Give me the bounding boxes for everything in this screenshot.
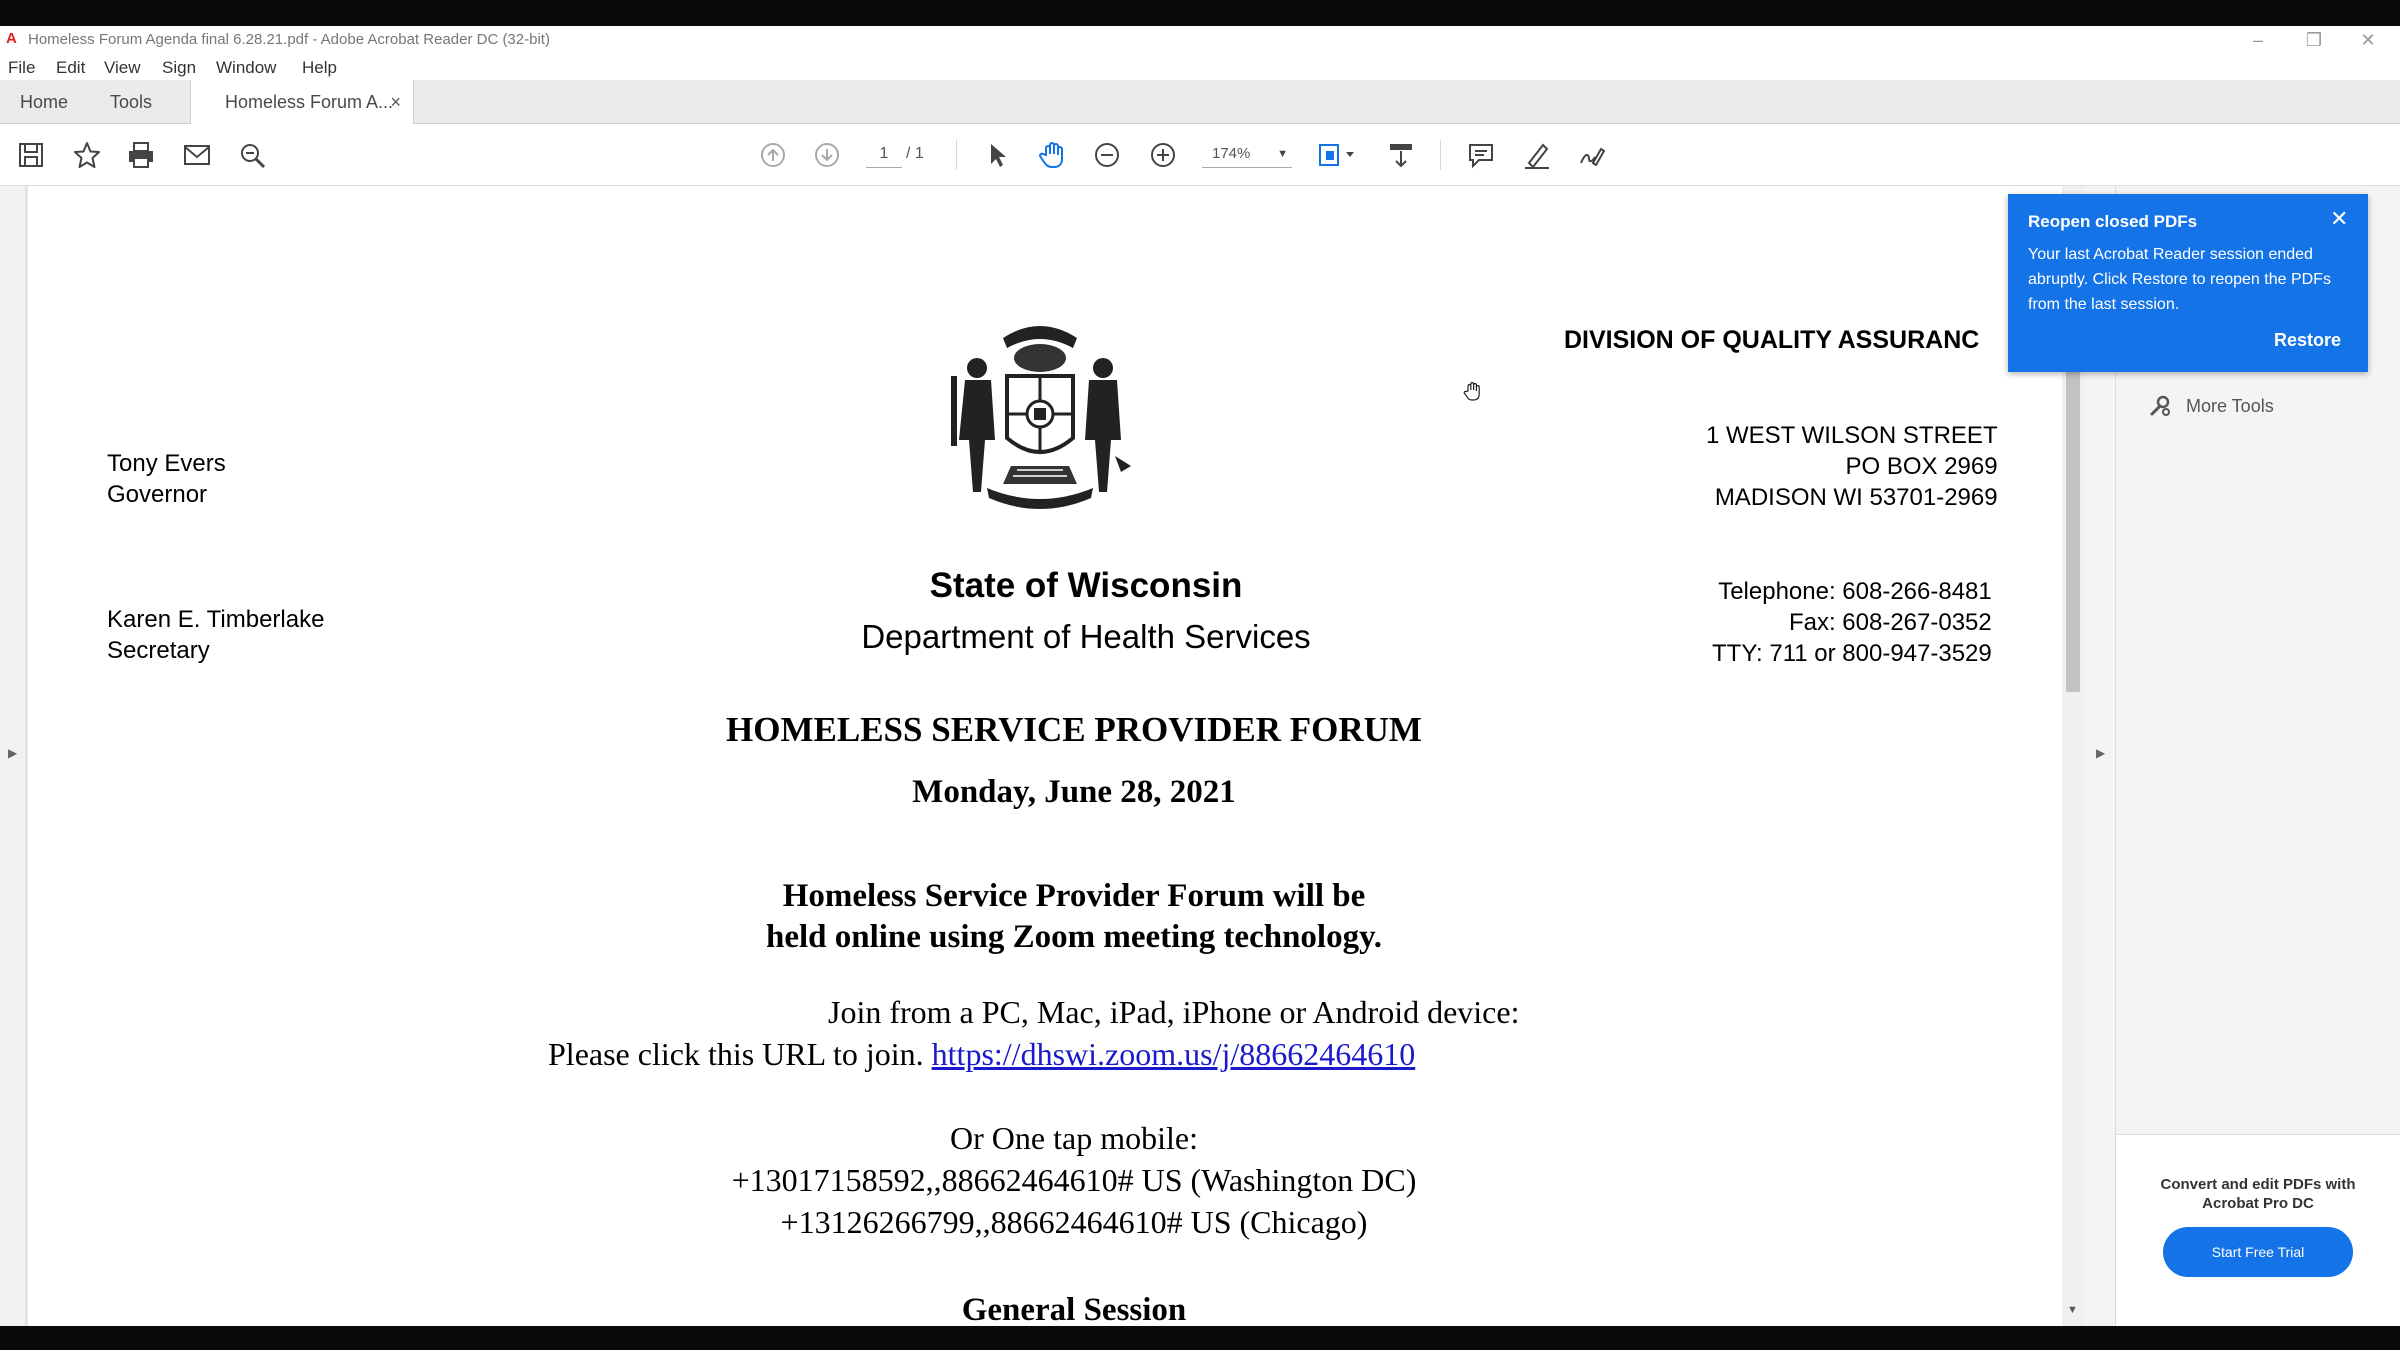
forum-title: HOMELESS SERVICE PROVIDER FORUM <box>726 710 1422 749</box>
department-address <box>1706 420 1998 513</box>
promo-panel <box>2116 1134 2400 1326</box>
telephone: Telephone: 608-266-8481 <box>1718 578 1992 605</box>
zoom-level-value: 174% <box>1212 145 1251 162</box>
page-number-input[interactable]: 1 <box>866 140 902 168</box>
menu-bar <box>0 56 2400 80</box>
tab-document[interactable] <box>190 80 414 125</box>
phone-washington: +13017158592,,88662464610# US (Washington DC) <box>731 1162 1417 1198</box>
fill-sign-icon[interactable] <box>1574 139 1608 171</box>
menu-sign[interactable]: Sign <box>162 58 197 77</box>
tab-tools[interactable]: Tools <box>110 92 153 112</box>
pdf-page <box>28 186 2062 1326</box>
toolbar-divider <box>956 140 957 170</box>
chevron-down-icon: ▼ <box>1277 148 1288 160</box>
next-page-icon[interactable] <box>810 139 844 171</box>
page-total: / 1 <box>906 145 924 162</box>
expand-left-panel-icon[interactable]: ▶ <box>8 746 18 760</box>
email-icon[interactable] <box>180 139 214 171</box>
online-notice-line1: Homeless Service Provider Forum will be <box>782 878 1366 914</box>
document-area <box>0 186 2060 1326</box>
address-street: 1 WEST WILSON STREET <box>1706 422 1998 449</box>
contact-block <box>1712 576 1992 669</box>
state-title: State of Wisconsin <box>929 566 1243 605</box>
join-devices: Join from a PC, Mac, iPad, iPhone or Android device: <box>828 994 1520 1030</box>
zoom-level-dropdown[interactable] <box>1202 140 1292 168</box>
menu-file[interactable]: File <box>8 58 36 77</box>
title-bar <box>0 26 2400 56</box>
search-zoom-icon[interactable] <box>236 139 270 171</box>
menu-window[interactable]: Window <box>216 58 277 77</box>
online-notice-line2: held online using Zoom meeting technology. <box>765 919 1383 955</box>
close-window-button[interactable]: ✕ <box>2360 30 2376 50</box>
menu-view[interactable]: View <box>104 58 141 77</box>
zoom-meeting-link[interactable]: https://dhswi.zoom.us/j/88662464610 <box>931 1036 1416 1072</box>
secretary-name: Karen E. Timberlake <box>107 606 325 633</box>
bookmark-star-icon[interactable] <box>70 139 104 171</box>
governor-block <box>107 448 226 510</box>
governor-title: Governor <box>107 481 208 508</box>
forum-date: Monday, June 28, 2021 <box>912 774 1236 810</box>
scroll-down-icon[interactable]: ▼ <box>2067 1304 2078 1316</box>
tab-bar <box>0 80 2400 124</box>
zoom-in-icon[interactable] <box>1146 139 1180 171</box>
toolbar-divider <box>1440 140 1441 170</box>
scrolling-mode-icon[interactable] <box>1384 139 1418 171</box>
address-po-box: PO BOX 2969 <box>1845 453 1998 480</box>
popup-message: Your last Acrobat Reader session ended abruptly. Click Restore to reopen the PDFs from the last session. <box>2028 246 2331 313</box>
comment-icon[interactable] <box>1464 139 1498 171</box>
fax: Fax: 608-267-0352 <box>1788 609 1992 636</box>
save-icon[interactable] <box>14 139 48 171</box>
minimize-button[interactable]: – <box>2252 30 2263 50</box>
popup-title: Reopen closed PDFs <box>2028 212 2198 231</box>
wrench-icon <box>2148 394 2172 418</box>
restore-button[interactable]: ❐ <box>2305 30 2323 50</box>
acrobat-app-icon: A <box>6 30 17 47</box>
general-session-heading: General Session <box>961 1292 1187 1326</box>
close-icon[interactable]: ✕ <box>2330 206 2349 231</box>
screen-bottom-border <box>0 1326 2400 1350</box>
fit-page-icon[interactable] <box>1316 139 1358 171</box>
secretary-title: Secretary <box>107 637 210 664</box>
start-free-trial-button[interactable]: Start Free Trial <box>2163 1227 2353 1277</box>
menu-help[interactable]: Help <box>302 58 337 77</box>
join-prefix: Please click this URL to join. <box>548 1036 924 1072</box>
zoom-out-icon[interactable] <box>1090 139 1124 171</box>
department-title: Department of Health Services <box>861 618 1311 655</box>
left-panel-toggle[interactable] <box>0 186 26 1326</box>
governor-name: Tony Evers <box>107 450 226 477</box>
division-heading: DIVISION OF QUALITY ASSURANC <box>1564 326 1980 354</box>
wisconsin-seal-icon <box>945 316 1135 510</box>
print-icon[interactable] <box>124 139 158 171</box>
highlight-pen-icon[interactable] <box>1520 139 1554 171</box>
hand-tool-icon[interactable] <box>1036 139 1070 171</box>
promo-text: Convert and edit PDFs with Acrobat Pro DC <box>2160 1176 2356 1212</box>
more-tools-label: More Tools <box>2186 396 2274 416</box>
address-city: MADISON WI 53701-2969 <box>1714 484 1998 511</box>
tty: TTY: 711 or 800-947-3529 <box>1712 640 1992 667</box>
phone-chicago: +13126266799,,88662464610# US (Chicago) <box>780 1204 1368 1240</box>
collapse-right-panel-icon[interactable]: ▶ <box>2096 746 2106 760</box>
reopen-pdfs-popup <box>2008 194 2368 372</box>
tab-home[interactable]: Home <box>20 92 69 112</box>
tab-document-label: Homeless Forum A... <box>225 92 394 112</box>
restore-button[interactable]: Restore <box>2274 330 2342 350</box>
previous-page-icon[interactable] <box>756 139 790 171</box>
hand-cursor-icon <box>1462 380 1484 402</box>
window-title: Homeless Forum Agenda final 6.28.21.pdf - Adobe Acrobat Reader DC (32-bit) <box>28 31 550 48</box>
screen-top-border <box>0 0 2400 26</box>
tap-mobile-heading: Or One tap mobile: <box>950 1120 1198 1156</box>
secretary-block <box>107 604 324 666</box>
toolbar <box>0 124 2400 186</box>
select-cursor-icon[interactable] <box>980 139 1014 171</box>
join-line <box>548 1036 1848 1073</box>
menu-edit[interactable]: Edit <box>56 58 86 77</box>
tab-close-icon[interactable]: × <box>390 92 401 112</box>
